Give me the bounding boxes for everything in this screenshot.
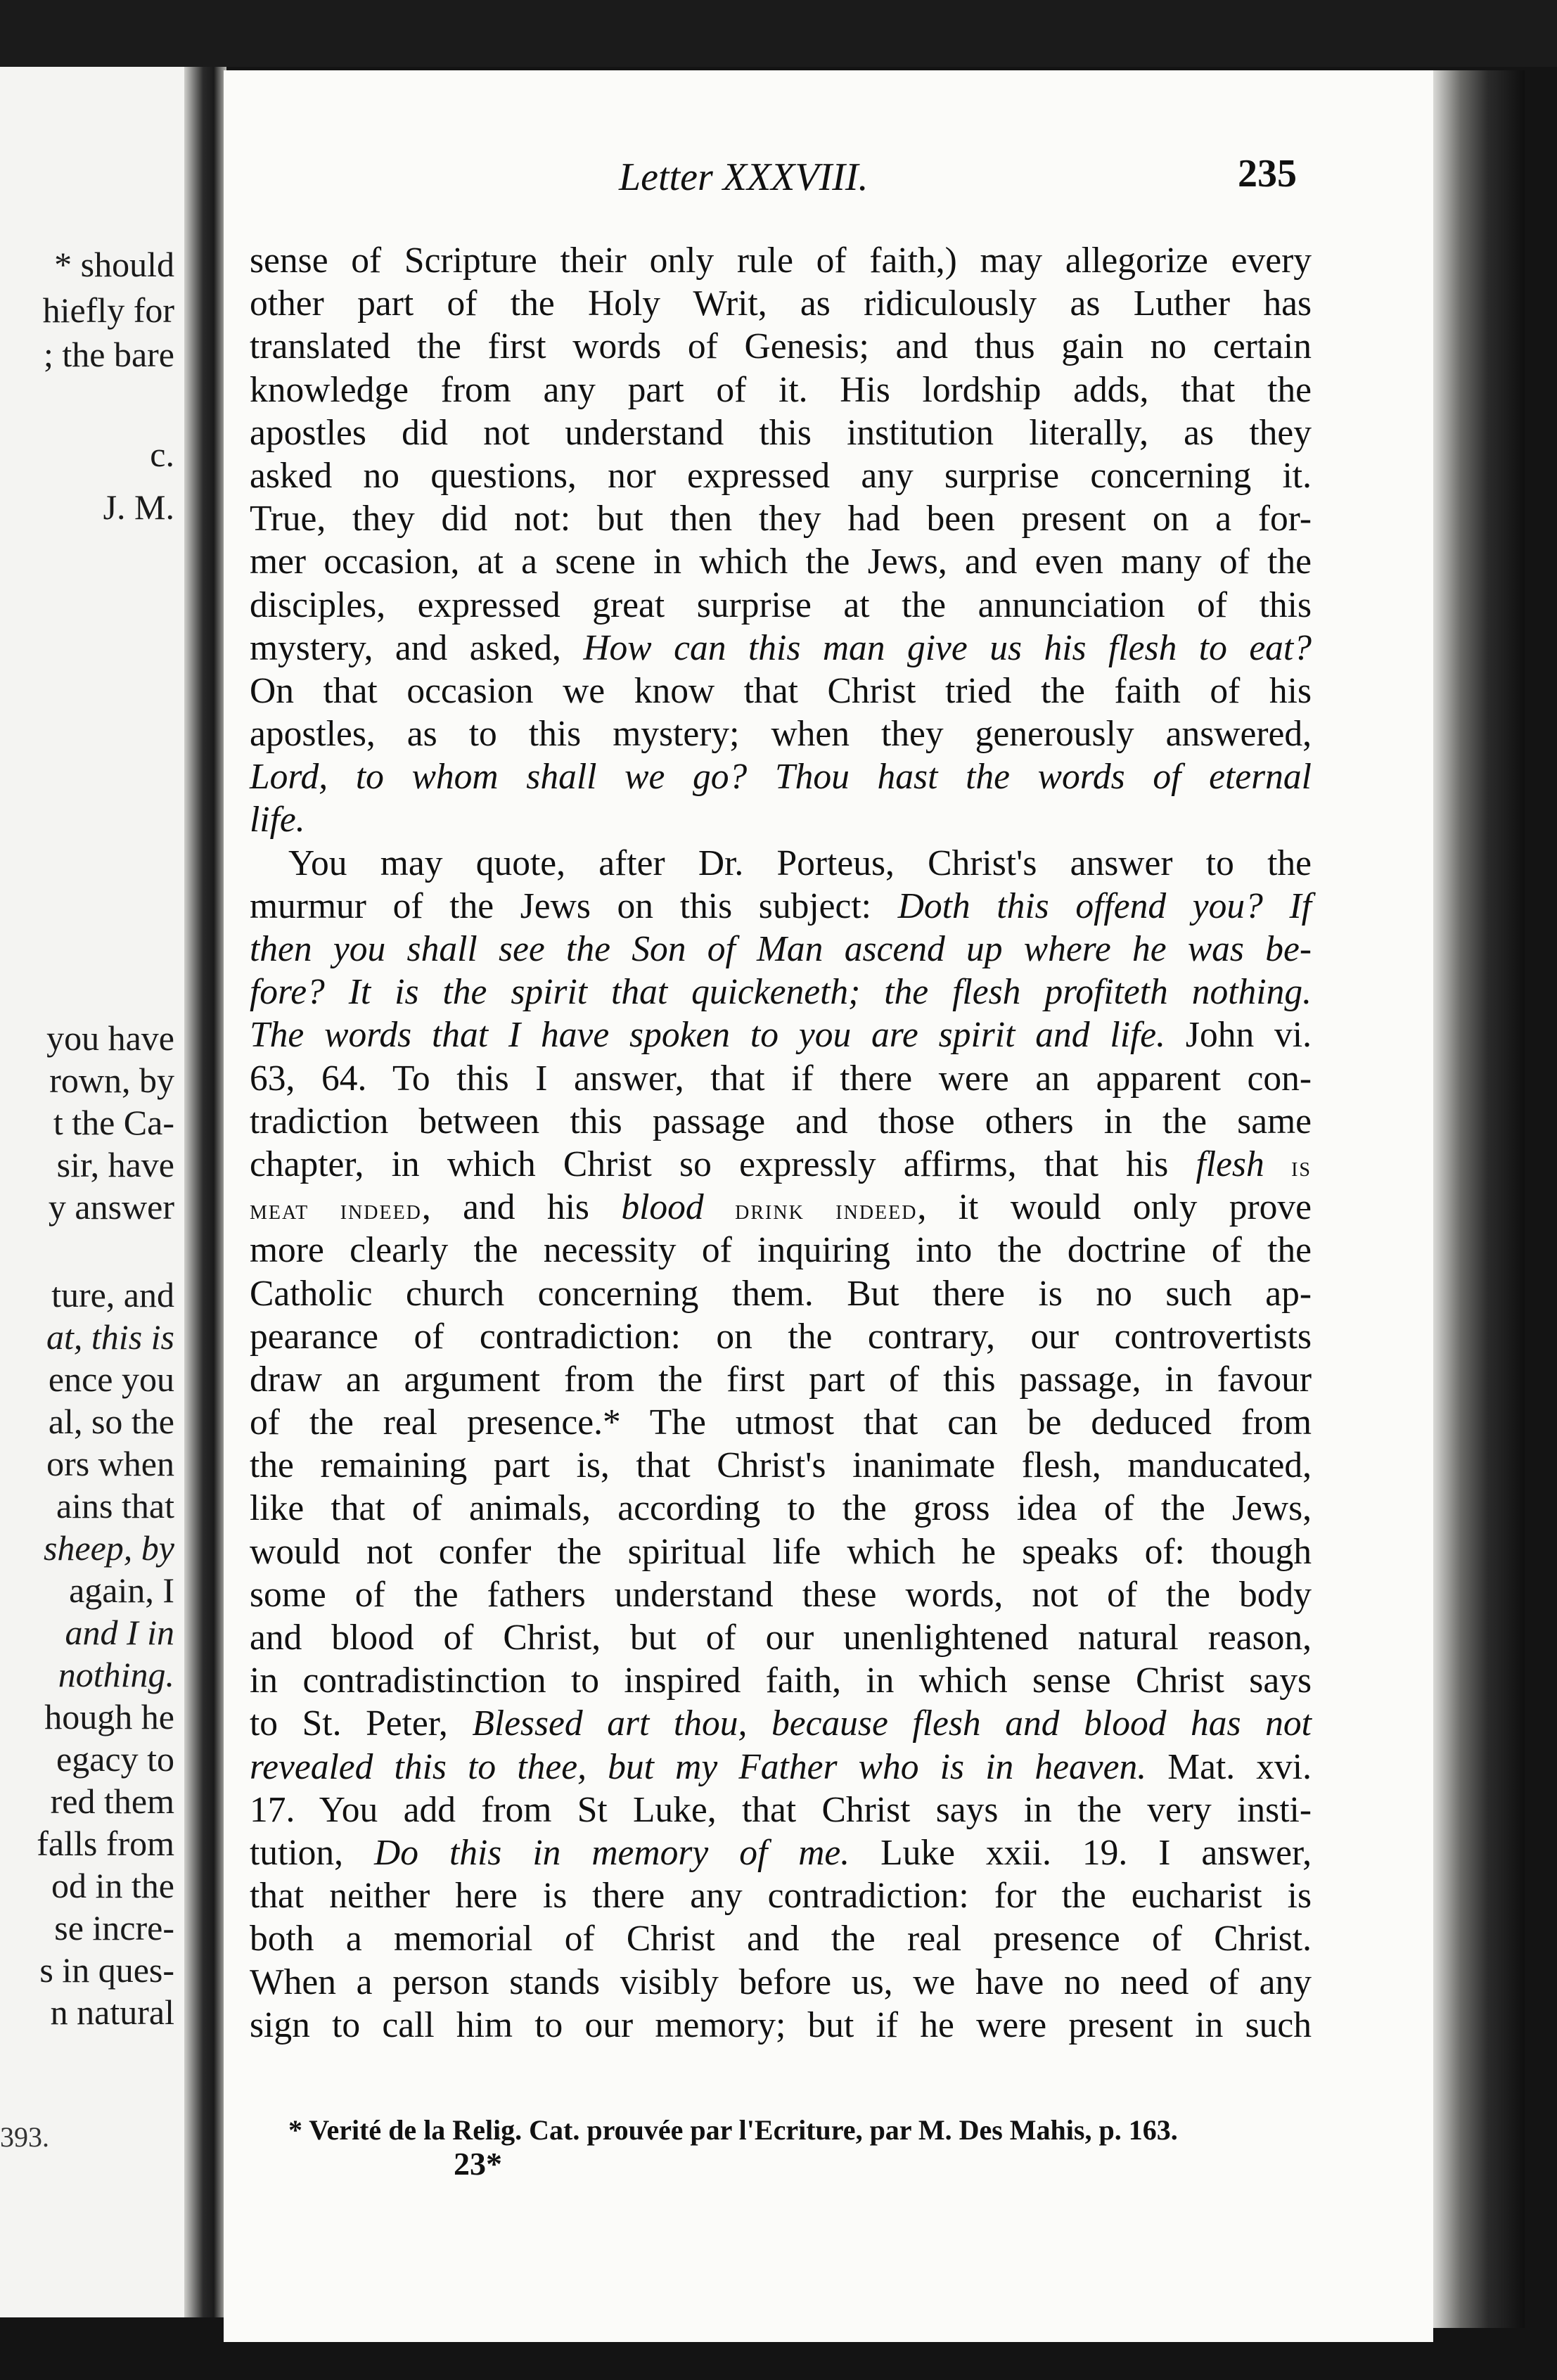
citation: John vi. [1165, 1015, 1312, 1056]
text-line: knowledge from any part of it. His lordship adds, that the [250, 369, 1312, 410]
small-caps: drink indeed [703, 1194, 918, 1226]
left-page-line: you have [46, 1018, 174, 1058]
small-caps: is [1264, 1150, 1312, 1182]
text-line: draw an argument from the first part of this passage, in favour [250, 1359, 1312, 1400]
left-page-line: * should [54, 245, 174, 284]
left-page-footer: 393. [0, 2121, 49, 2153]
left-page-line: at, this is [46, 1317, 174, 1357]
left-page-line: n natural [50, 1992, 174, 2032]
text-run: , and his [421, 1187, 622, 1228]
left-page-line: al, so the [48, 1402, 174, 1441]
running-title: Letter XXXVIII. [619, 155, 869, 199]
text-run: tution, [250, 1832, 375, 1873]
text-line: When a person stands visibly before us, we have no need of any [250, 1962, 1312, 2002]
text-line: translated the first words of Genesis; and thus gain no certain [250, 326, 1312, 367]
text-line: more clearly the necessity of inquiring into the doctrine of the [250, 1230, 1312, 1271]
text-line [250, 1746, 1312, 1789]
footnote: * Verité de la Relig. Cat. prouvée par l'Ecriture, par M. Des Mahis, p. 163. [288, 2114, 1178, 2146]
paragraph-start: You may quote, after Dr. Porteus, Christ's answer to the [288, 843, 1312, 883]
left-page-line: sheep, by [43, 1528, 174, 1568]
text-line: that neither here is there any contradiction: for the eucharist is [250, 1876, 1312, 1917]
left-page-line: ence you [48, 1359, 174, 1399]
left-page-line: y answer [48, 1187, 174, 1227]
page-number: 235 [1238, 152, 1297, 196]
quotation: Doth this offend you? If [897, 885, 1312, 926]
text-line [250, 1143, 1312, 1186]
text-run: , it would only prove [917, 1187, 1312, 1228]
text-line: tradiction between this passage and those others in the same [250, 1101, 1312, 1141]
left-facing-page [0, 67, 184, 2317]
text-line: apostles, as to this mystery; when they generously answered, [250, 714, 1312, 755]
left-page-line: s in ques- [39, 1950, 174, 1990]
quotation: Do this in memory of me. [374, 1832, 850, 1873]
left-page-line: ors when [46, 1444, 174, 1483]
left-page-line: and I in [65, 1613, 174, 1652]
left-page-line: sir, have [56, 1145, 174, 1184]
text-line: On that occasion we know that Christ tried the faith of his [250, 670, 1312, 711]
left-page-line: hiefly for [42, 290, 174, 330]
left-page-line: ture, and [51, 1275, 174, 1314]
quotation-line: then you shall see the Son of Man ascend up where he was be- [250, 929, 1312, 969]
quotation: How can this man give us his flesh to eat? [583, 627, 1312, 668]
text-line: the remaining part is, that Christ's inanimate flesh, manducated, [250, 1445, 1312, 1486]
emphasis: flesh [1196, 1144, 1264, 1184]
text-line: asked no questions, nor expressed any surprise concerning it. [250, 455, 1312, 496]
text-line: 17. You add from St Luke, that Christ says in the very insti- [250, 1789, 1312, 1830]
text-line: some of the fathers understand these words, not of the body [250, 1574, 1312, 1615]
text-line: 63, 64. To this I answer, that if there were an apparent con- [250, 1058, 1312, 1099]
left-page-line: t the Ca- [53, 1103, 174, 1142]
text-line: Catholic church concerning them. But there is no such ap- [250, 1273, 1312, 1314]
scan-border [0, 0, 1557, 67]
quotation-line: life. [250, 800, 305, 840]
citation: Mat. xvi. [1146, 1746, 1312, 1787]
left-page-line: c. [150, 435, 174, 474]
left-page-line: falls from [37, 1824, 174, 1863]
text-line: sign to call him to our memory; but if he were present in such [250, 2004, 1312, 2045]
emphasis: blood [621, 1187, 704, 1228]
text-line: both a memorial of Christ and the real presence of Christ. [250, 1919, 1312, 1959]
text-line: other part of the Holy Writ, as ridiculously as Luther has [250, 283, 1312, 324]
small-caps: meat indeed [250, 1194, 422, 1226]
quotation-line: fore? It is the spirit that quickeneth; the flesh profiteth nothing. [250, 972, 1312, 1013]
left-page-line: egacy to [56, 1739, 174, 1779]
left-page-line: rown, by [49, 1061, 174, 1100]
text-line: would not confer the spiritual life which he speaks of: though [250, 1531, 1312, 1572]
left-page-line: ains that [56, 1486, 174, 1525]
quotation: The words that I have spoken to you are spirit and life. [250, 1015, 1166, 1056]
book-gutter [184, 67, 226, 2317]
text-line [250, 1013, 1312, 1056]
text-line [250, 1186, 1312, 1229]
text-line [250, 885, 1312, 928]
text-line: True, they did not: but then they had been present on a for- [250, 499, 1312, 539]
quotation: Blessed art thou, because flesh and blood has not [472, 1703, 1312, 1744]
left-page-line: J. M. [103, 487, 174, 527]
text-run: chapter, in which Christ so expressly affirms, that his [250, 1144, 1196, 1184]
text-line: apostles did not understand this institution literally, as they [250, 412, 1312, 453]
page-body [250, 239, 1312, 2047]
text-line: of the real presence.* The utmost that can be deduced from [250, 1402, 1312, 1443]
text-run: to St. Peter, [250, 1703, 473, 1744]
citation: Luke xxii. 19. I answer, [850, 1832, 1312, 1873]
left-page-line: ; the bare [43, 335, 174, 374]
text-run: mystery, and asked, [250, 627, 584, 668]
left-page-line: se incre- [54, 1908, 174, 1947]
quotation-line: Lord, to whom shall we go? Thou hast the words of eternal [250, 757, 1312, 798]
text-line: pearance of contradiction: on the contrary, our controvertists [250, 1316, 1312, 1357]
text-line: disciples, expressed great surprise at the annunciation of this [250, 584, 1312, 625]
page-edge [1433, 70, 1525, 2328]
text-line: sense of Scripture their only rule of faith,) may allegorize every [250, 241, 1312, 281]
text-line [250, 627, 1312, 670]
text-line: mer occasion, at a scene in which the Jews, and even many of the [250, 542, 1312, 582]
text-run: murmur of the Jews on this subject: [250, 885, 898, 926]
text-line [250, 1831, 1312, 1874]
left-page-line: od in the [51, 1866, 174, 1905]
text-line: in contradistinction to inspired faith, in which sense Christ says [250, 1661, 1312, 1701]
left-page-line: nothing. [58, 1655, 174, 1694]
text-line: like that of animals, according to the gross idea of the Jews, [250, 1488, 1312, 1529]
quotation: revealed this to thee, but my Father who is in heaven. [250, 1746, 1147, 1787]
text-line [250, 1702, 1312, 1745]
left-page-line: hough he [44, 1697, 174, 1736]
left-page-line: again, I [69, 1570, 174, 1610]
signature-mark: 23* [454, 2146, 502, 2182]
left-page-line: red them [50, 1781, 174, 1821]
text-line: and blood of Christ, but of our unenlightened natural reason, [250, 1618, 1312, 1658]
